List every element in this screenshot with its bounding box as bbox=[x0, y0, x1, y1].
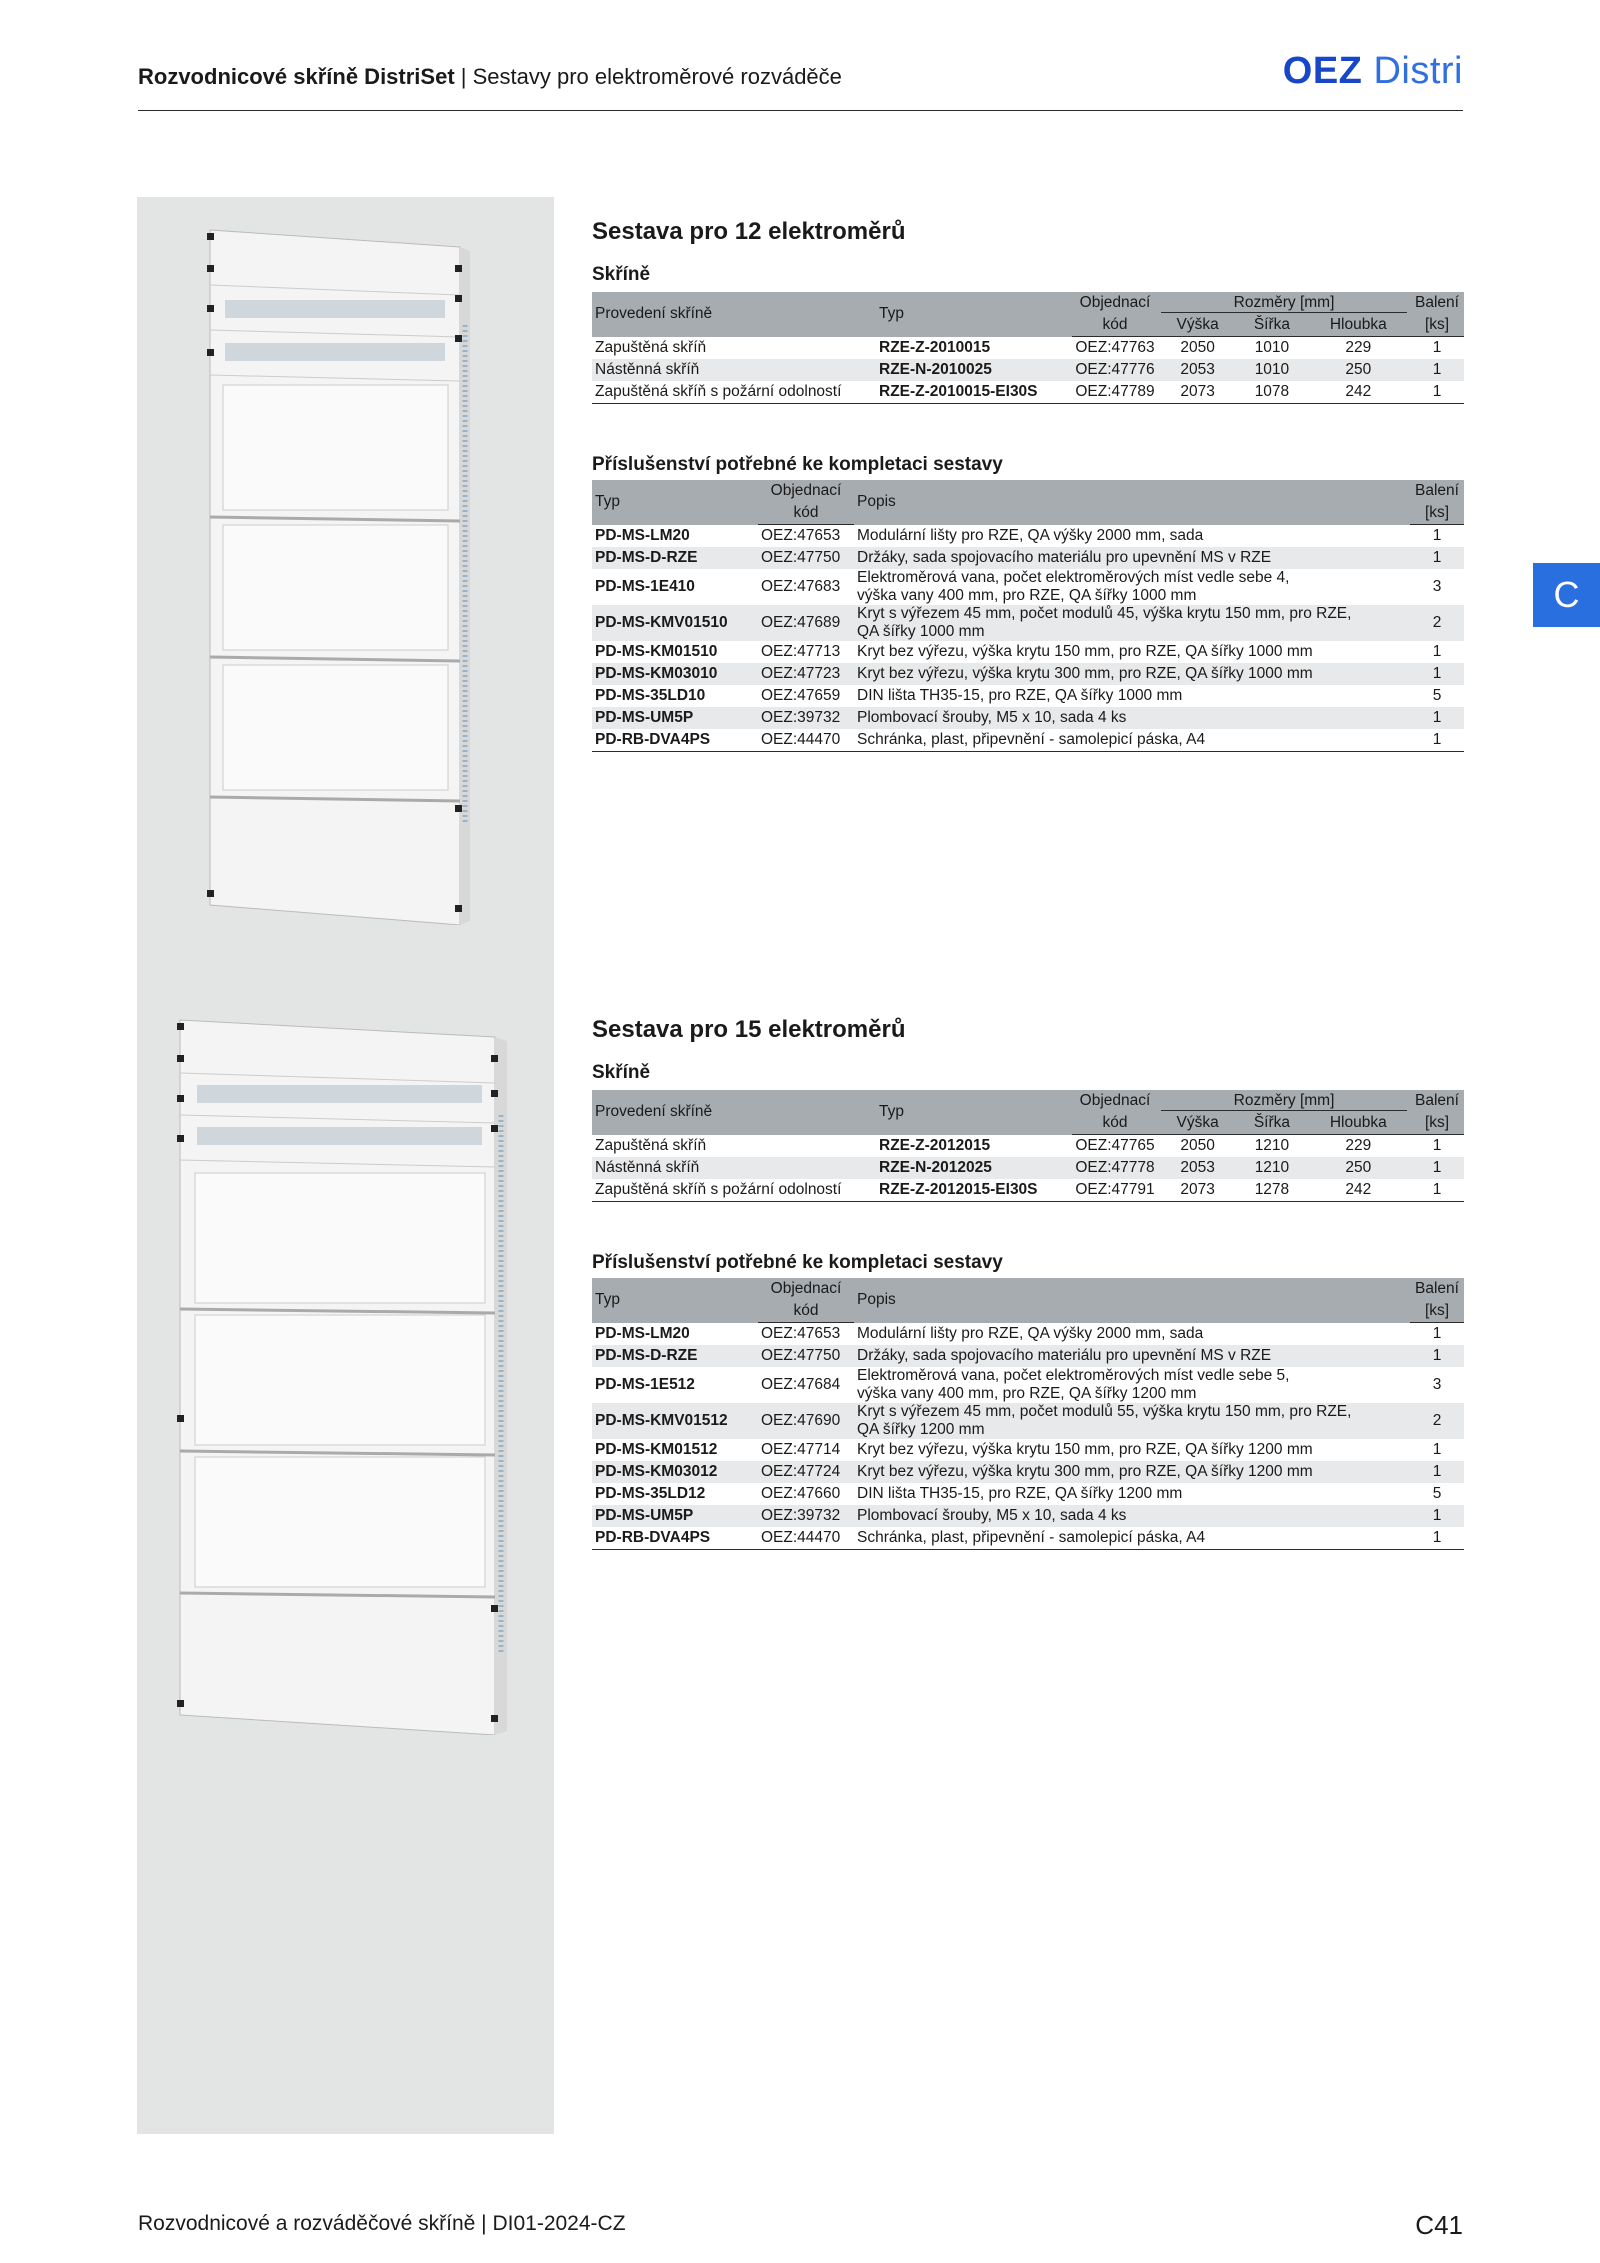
cell: PD-MS-KM03012 bbox=[592, 1461, 758, 1483]
section-15-meters bbox=[592, 1016, 1464, 1550]
cell: 2073 bbox=[1158, 381, 1237, 404]
cell: 1 bbox=[1410, 359, 1464, 381]
cell: 1078 bbox=[1237, 381, 1306, 404]
cell: 1 bbox=[1410, 1157, 1464, 1179]
accessories-table bbox=[592, 1278, 1464, 1550]
cell: 1210 bbox=[1237, 1157, 1306, 1179]
col-baleni-2: [ks] bbox=[1410, 1300, 1464, 1323]
cell: OEZ:47750 bbox=[758, 547, 854, 569]
page-header bbox=[138, 50, 1463, 111]
header-title: Rozvodnicové skříně DistriSet | Sestavy pro elektroměrové rozváděče bbox=[138, 64, 842, 89]
cell: Kryt bez výřezu, výška krytu 300 mm, pro RZE, QA šířky 1200 mm bbox=[854, 1461, 1410, 1483]
cell: 2053 bbox=[1158, 359, 1237, 381]
cell: OEZ:44470 bbox=[758, 729, 854, 752]
col-sirka: Šířka bbox=[1237, 314, 1306, 337]
cell: OEZ:47791 bbox=[1072, 1179, 1158, 1202]
cell: RZE-N-2010025 bbox=[876, 359, 1072, 381]
table-row bbox=[592, 1345, 1464, 1367]
cell: Držáky, sada spojovacího materiálu pro upevnění MS v RZE bbox=[854, 547, 1410, 569]
page-number: C41 bbox=[1415, 2210, 1463, 2240]
cabinets-table bbox=[592, 292, 1464, 404]
cell: 2 bbox=[1410, 605, 1464, 641]
cell: 1278 bbox=[1237, 1179, 1306, 1202]
col-kod: Objednací bbox=[1072, 292, 1158, 314]
cell: OEZ:39732 bbox=[758, 707, 854, 729]
cell: PD-MS-KM03010 bbox=[592, 663, 758, 685]
cell: Nástěnná skříň bbox=[592, 359, 876, 381]
cell: RZE-Z-2010015 bbox=[879, 338, 991, 356]
popis-line-2: QA šířky 1000 mm bbox=[857, 623, 985, 640]
table-row bbox=[592, 1527, 1464, 1550]
cell: 242 bbox=[1307, 1179, 1410, 1202]
cell: Kryt bez výřezu, výška krytu 150 mm, pro RZE, QA šířky 1000 mm bbox=[857, 643, 1313, 660]
cell: 1 bbox=[1432, 643, 1442, 660]
cell: 229 bbox=[1345, 1137, 1372, 1154]
logo-oez: OEZ bbox=[1282, 50, 1363, 92]
cell: PD-MS-LM20 bbox=[595, 526, 690, 544]
col-baleni-2: [ks] bbox=[1410, 502, 1464, 525]
chapter-tab: C bbox=[1533, 563, 1600, 627]
cabinets-subtitle: Skříně bbox=[592, 264, 651, 285]
cell: PD-MS-KMV01512 bbox=[592, 1403, 758, 1439]
cell: OEZ:47723 bbox=[758, 663, 854, 685]
table-row bbox=[592, 1367, 1464, 1403]
popis-line-1: Elektroměrová vana, počet elektroměrových míst vedle sebe 5, bbox=[857, 1367, 1290, 1384]
cell: DIN lišta TH35-15, pro RZE, QA šířky 1000 mm bbox=[857, 687, 1183, 704]
cell: OEZ:47776 bbox=[1072, 359, 1158, 381]
cell: 1 bbox=[1410, 663, 1464, 685]
popis-line-2: výška vany 400 mm, pro RZE, QA šířky 1000 mm bbox=[857, 587, 1197, 604]
cell: Kryt bez výřezu, výška krytu 300 mm, pro RZE, QA šířky 1000 mm bbox=[854, 663, 1410, 685]
cell: 1 bbox=[1410, 547, 1464, 569]
cell: PD-MS-D-RZE bbox=[592, 1345, 758, 1367]
table-row bbox=[592, 1403, 1464, 1439]
cell: 1 bbox=[1432, 339, 1442, 356]
cell: OEZ:47653 bbox=[761, 1325, 841, 1342]
col-kod: Objednací bbox=[758, 1278, 854, 1300]
table-row bbox=[592, 605, 1464, 641]
cell: PD-MS-LM20 bbox=[595, 1324, 690, 1342]
col-kod: Objednací bbox=[1072, 1090, 1158, 1112]
cell: 1010 bbox=[1254, 339, 1290, 356]
cell: Schránka, plast, připevnění - samolepicí páska, A4 bbox=[854, 1527, 1410, 1550]
cell bbox=[854, 605, 1410, 641]
table-row bbox=[592, 525, 1464, 548]
header-title-rest: Sestavy pro elektroměrové rozváděče bbox=[472, 64, 842, 89]
popis-line-2: QA šířky 1200 mm bbox=[857, 1421, 985, 1438]
accessories-subtitle: Příslušenství potřebné ke kompletaci sestavy bbox=[592, 1252, 1003, 1273]
cell: OEZ:47789 bbox=[1072, 381, 1158, 404]
cell: Zapuštěná skříň bbox=[595, 1136, 707, 1154]
col-kod-2: kód bbox=[758, 502, 854, 525]
cell: 5 bbox=[1432, 1485, 1442, 1502]
col-vyska: Výška bbox=[1158, 314, 1237, 337]
table-row bbox=[592, 1323, 1464, 1346]
col-typ: Typ bbox=[592, 480, 758, 525]
popis-line-1: Elektroměrová vana, počet elektroměrových míst vedle sebe 4, bbox=[857, 569, 1290, 586]
popis-line-1: Kryt s výřezem 45 mm, počet modulů 55, výška krytu 150 mm, pro RZE, bbox=[857, 1403, 1352, 1420]
cell: PD-MS-UM5P bbox=[592, 1505, 758, 1527]
col-baleni: Balení bbox=[1410, 1278, 1464, 1300]
table-row bbox=[592, 685, 1464, 707]
cell: 1 bbox=[1432, 1137, 1442, 1154]
cell: Nástěnná skříň bbox=[592, 1157, 876, 1179]
cell: RZE-N-2012025 bbox=[876, 1157, 1072, 1179]
cell: PD-MS-D-RZE bbox=[592, 547, 758, 569]
col-baleni: Balení bbox=[1410, 292, 1464, 314]
table-row bbox=[592, 1439, 1464, 1461]
table-row bbox=[592, 1505, 1464, 1527]
cell: OEZ:47684 bbox=[761, 1376, 841, 1393]
table-row bbox=[592, 641, 1464, 663]
table-row bbox=[592, 729, 1464, 752]
cell: OEZ:47778 bbox=[1072, 1157, 1158, 1179]
table-row bbox=[592, 1461, 1464, 1483]
col-hloubka: Hloubka bbox=[1307, 1112, 1410, 1135]
cell: OEZ:47653 bbox=[761, 527, 841, 544]
cell: 3 bbox=[1432, 1376, 1442, 1393]
col-popis: Popis bbox=[854, 1278, 1410, 1323]
cell: 1 bbox=[1432, 1325, 1442, 1342]
cell: OEZ:47713 bbox=[761, 643, 841, 660]
col-sirka: Šířka bbox=[1237, 1112, 1306, 1135]
cell: 2073 bbox=[1158, 1179, 1237, 1202]
cell: 5 bbox=[1432, 687, 1442, 704]
col-kod-2: kód bbox=[1072, 1112, 1158, 1135]
col-baleni: Balení bbox=[1410, 480, 1464, 502]
col-kod-2: kód bbox=[758, 1300, 854, 1323]
header-title-bold: Rozvodnicové skříně DistriSet bbox=[138, 64, 455, 89]
cell bbox=[854, 1403, 1410, 1439]
cell bbox=[854, 569, 1410, 605]
cell: OEZ:47689 bbox=[758, 605, 854, 641]
cell: 1 bbox=[1410, 1345, 1464, 1367]
popis-line-2: výška vany 400 mm, pro RZE, QA šířky 1200 mm bbox=[857, 1385, 1197, 1402]
cell: Schránka, plast, připevnění - samolepicí páska, A4 bbox=[854, 729, 1410, 752]
cell: Modulární lišty pro RZE, QA výšky 2000 mm, sada bbox=[857, 1324, 1204, 1342]
cell: OEZ:44470 bbox=[758, 1527, 854, 1550]
cell: 242 bbox=[1307, 381, 1410, 404]
cell: 250 bbox=[1307, 1157, 1410, 1179]
cell: PD-MS-KM01510 bbox=[595, 643, 718, 660]
cell: PD-MS-KMV01510 bbox=[592, 605, 758, 641]
cell: 1 bbox=[1410, 381, 1464, 404]
cell bbox=[854, 1367, 1410, 1403]
cell: OEZ:47750 bbox=[758, 1345, 854, 1367]
cell: RZE-Z-2010015-EI30S bbox=[876, 381, 1072, 404]
cell: Modulární lišty pro RZE, QA výšky 2000 mm, sada bbox=[857, 526, 1204, 544]
col-hloubka: Hloubka bbox=[1307, 314, 1410, 337]
logo-distri: Distri bbox=[1373, 50, 1463, 92]
cabinets-table bbox=[592, 1090, 1464, 1202]
table-row bbox=[592, 1135, 1464, 1158]
table-row bbox=[592, 337, 1464, 360]
cell: Držáky, sada spojovacího materiálu pro upevnění MS v RZE bbox=[854, 1345, 1410, 1367]
col-kod-2: kód bbox=[1072, 314, 1158, 337]
cell: 1 bbox=[1410, 1505, 1464, 1527]
cabinet-12-illustration bbox=[205, 225, 475, 925]
cell: Zapuštěná skříň s požární odolností bbox=[592, 381, 876, 404]
cell: 250 bbox=[1307, 359, 1410, 381]
cell: OEZ:47763 bbox=[1075, 339, 1155, 356]
cell: OEZ:39732 bbox=[758, 1505, 854, 1527]
cell: OEZ:47660 bbox=[761, 1485, 841, 1502]
table-row bbox=[592, 1157, 1464, 1179]
col-provedeni: Provedení skříně bbox=[592, 292, 876, 337]
table-row bbox=[592, 707, 1464, 729]
cell: PD-MS-35LD10 bbox=[595, 687, 706, 704]
cell: 1010 bbox=[1237, 359, 1306, 381]
cell: OEZ:47765 bbox=[1075, 1137, 1155, 1154]
table-row bbox=[592, 569, 1464, 605]
table-row bbox=[592, 359, 1464, 381]
cell: 1210 bbox=[1254, 1137, 1290, 1154]
cell: 1 bbox=[1410, 1527, 1464, 1550]
cabinet-15-illustration bbox=[175, 1015, 515, 1735]
accessories-table bbox=[592, 480, 1464, 752]
rozmery-label: Rozměry [mm] bbox=[1161, 1092, 1407, 1111]
cell: 1 bbox=[1410, 707, 1464, 729]
col-typ: Typ bbox=[876, 292, 1072, 337]
col-baleni: Balení bbox=[1410, 1090, 1464, 1112]
cell: PD-RB-DVA4PS bbox=[592, 1527, 758, 1550]
table-row bbox=[592, 663, 1464, 685]
cell: PD-MS-1E512 bbox=[595, 1376, 695, 1393]
section-title: Sestava pro 15 elektroměrů bbox=[592, 1016, 906, 1043]
footer-text: Rozvodnicové a rozváděčové skříně | DI01-2024-CZ bbox=[138, 2212, 626, 2235]
table-row bbox=[592, 381, 1464, 404]
table-row bbox=[592, 1179, 1464, 1202]
table-row bbox=[592, 547, 1464, 569]
cell: Plombovací šrouby, M5 x 10, sada 4 ks bbox=[854, 1505, 1410, 1527]
cell: 1 bbox=[1410, 729, 1464, 752]
cell: OEZ:47714 bbox=[761, 1441, 841, 1458]
cell: 2050 bbox=[1180, 1137, 1215, 1154]
cell: OEZ:47683 bbox=[761, 578, 841, 595]
col-typ: Typ bbox=[592, 1278, 758, 1323]
col-popis: Popis bbox=[854, 480, 1410, 525]
cell: 2050 bbox=[1180, 339, 1215, 356]
table-row bbox=[592, 1483, 1464, 1505]
rozmery-label: Rozměry [mm] bbox=[1161, 294, 1407, 313]
cell: PD-RB-DVA4PS bbox=[592, 729, 758, 752]
cell: 2053 bbox=[1158, 1157, 1237, 1179]
col-baleni-2: [ks] bbox=[1410, 314, 1464, 337]
cell: Zapuštěná skříň s požární odolností bbox=[592, 1179, 876, 1202]
cell: OEZ:47724 bbox=[758, 1461, 854, 1483]
cell: 1 bbox=[1432, 1441, 1442, 1458]
cell: PD-MS-KM01512 bbox=[595, 1441, 718, 1458]
cabinets-subtitle: Skříně bbox=[592, 1062, 651, 1083]
col-vyska: Výška bbox=[1158, 1112, 1237, 1135]
cell: 1 bbox=[1410, 1179, 1464, 1202]
cell: DIN lišta TH35-15, pro RZE, QA šířky 1200 mm bbox=[857, 1485, 1183, 1502]
cell: 2 bbox=[1410, 1403, 1464, 1439]
col-baleni-2: [ks] bbox=[1410, 1112, 1464, 1135]
cell: PD-MS-35LD12 bbox=[595, 1485, 706, 1502]
cell: RZE-Z-2012015 bbox=[879, 1136, 991, 1154]
cell: Plombovací šrouby, M5 x 10, sada 4 ks bbox=[854, 707, 1410, 729]
cell: Kryt bez výřezu, výška krytu 150 mm, pro RZE, QA šířky 1200 mm bbox=[857, 1441, 1313, 1458]
cell: OEZ:47659 bbox=[761, 687, 841, 704]
cell: RZE-Z-2012015-EI30S bbox=[876, 1179, 1072, 1202]
col-rozmery bbox=[1158, 292, 1410, 314]
col-rozmery bbox=[1158, 1090, 1410, 1112]
cell: 3 bbox=[1432, 578, 1442, 595]
section-12-meters bbox=[592, 218, 1464, 752]
oez-distri-logo bbox=[1283, 50, 1463, 93]
cell: 229 bbox=[1345, 339, 1372, 356]
popis-line-1: Kryt s výřezem 45 mm, počet modulů 45, výška krytu 150 mm, pro RZE, bbox=[857, 605, 1352, 622]
cell: Zapuštěná skříň bbox=[595, 338, 707, 356]
col-kod: Objednací bbox=[758, 480, 854, 502]
col-typ: Typ bbox=[876, 1090, 1072, 1135]
cell: PD-MS-UM5P bbox=[592, 707, 758, 729]
accessories-subtitle: Příslušenství potřebné ke kompletaci sestavy bbox=[592, 454, 1003, 475]
cell: 1 bbox=[1432, 527, 1442, 544]
cell: PD-MS-1E410 bbox=[595, 578, 695, 595]
cell: OEZ:47690 bbox=[758, 1403, 854, 1439]
cell: 1 bbox=[1410, 1461, 1464, 1483]
col-provedeni: Provedení skříně bbox=[592, 1090, 876, 1135]
section-title: Sestava pro 12 elektroměrů bbox=[592, 218, 906, 245]
